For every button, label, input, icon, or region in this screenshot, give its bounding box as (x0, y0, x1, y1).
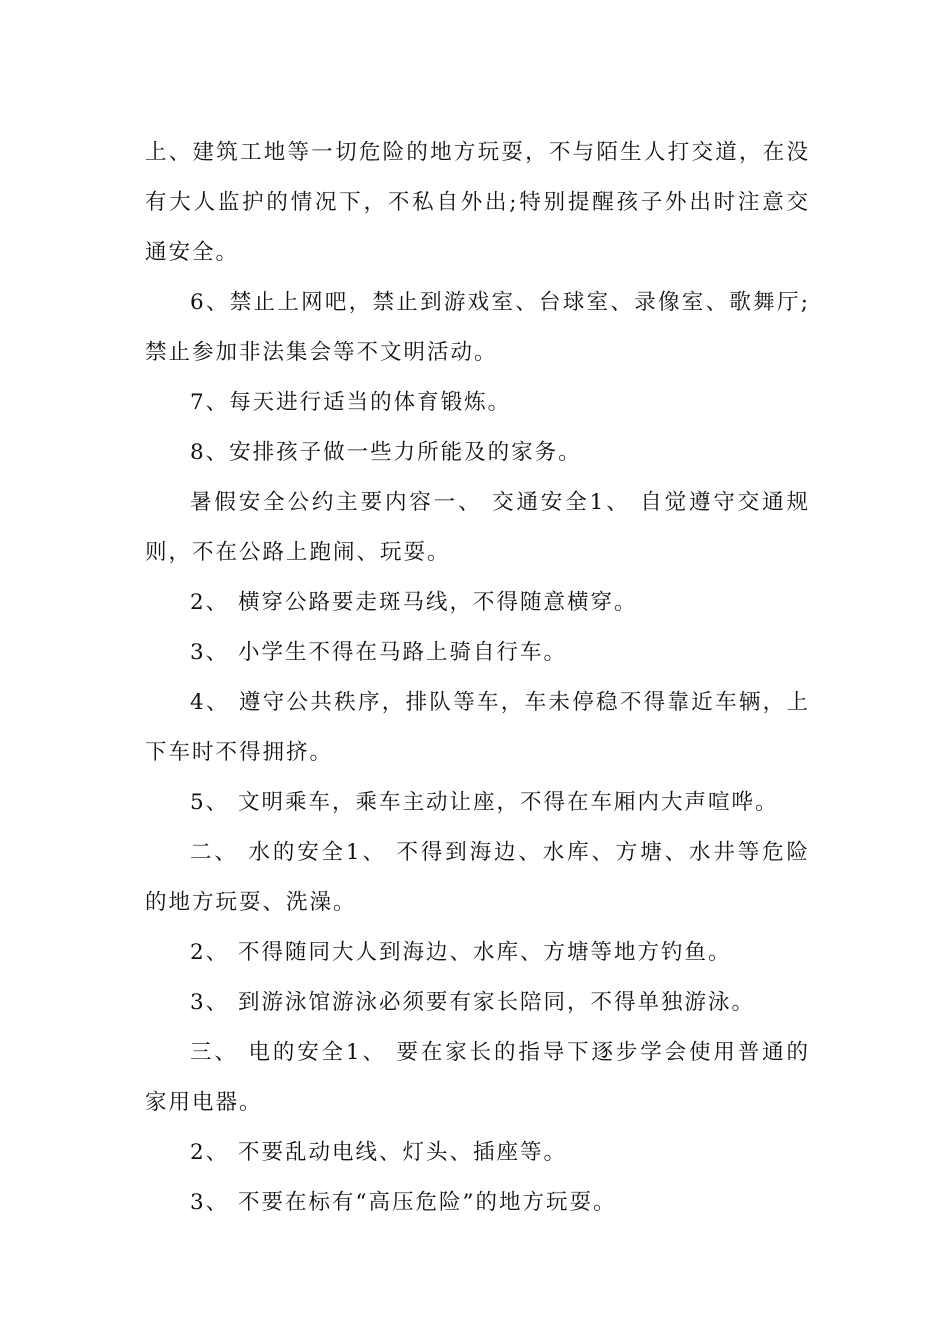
paragraph: 4、 遵守公共秩序，排队等车，车未停稳不得靠近车辆，上下车时不得拥挤。 (145, 690, 810, 765)
paragraph: 暑假安全公约主要内容一、 交通安全1、 自觉遵守交通规则，不在公路上跑闹、玩耍。 (145, 490, 810, 565)
paragraph: 上、建筑工地等一切危险的地方玩耍，不与陌生人打交道，在没有大人监护的情况下，不私自外出;特别提醒孩子外出时注意交通安全。 (145, 140, 810, 265)
paragraph: 5、 文明乘车，乘车主动让座，不得在车厢内大声喧哗。 (190, 790, 779, 815)
paragraph: 2、 不得随同大人到海边、水库、方塘等地方钓鱼。 (190, 940, 732, 965)
paragraph: 二、 水的安全1、 不得到海边、水库、方塘、水井等危险的地方玩耍、洗澡。 (145, 840, 810, 915)
paragraph: 2、 横穿公路要走斑马线，不得随意横穿。 (190, 590, 638, 615)
paragraph: 3、 小学生不得在马路上骑自行车。 (190, 640, 568, 665)
paragraph: 2、 不要乱动电线、灯头、插座等。 (190, 1140, 568, 1165)
paragraph: 三、 电的安全1、 要在家长的指导下逐步学会使用普通的家用电器。 (145, 1040, 810, 1115)
paragraph: 6、禁止上网吧，禁止到游戏室、台球室、录像室、歌舞厅;禁止参加非法集会等不文明活动。 (145, 290, 810, 365)
paragraph: 3、 到游泳馆游泳必须要有家长陪同，不得单独游泳。 (190, 990, 756, 1015)
document-body (145, 128, 810, 1228)
paragraph: 8、安排孩子做一些力所能及的家务。 (190, 440, 582, 465)
paragraph: 3、 不要在标有“高压危险”的地方玩耍。 (190, 1190, 617, 1215)
paragraph: 7、每天进行适当的体育锻炼。 (190, 390, 512, 415)
